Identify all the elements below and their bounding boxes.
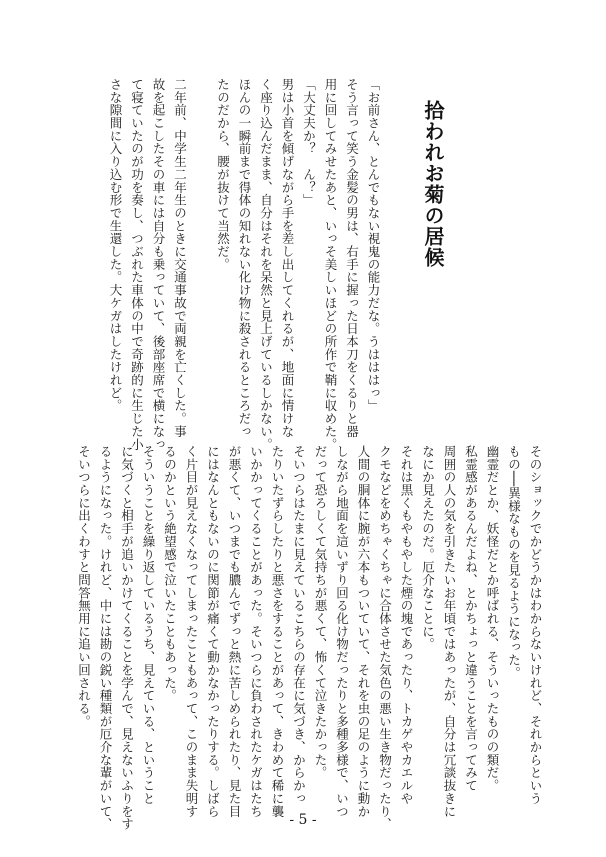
text-line: るようになった。けれど、中には勘の鋭い種類が厄介な輩がいて、 [98, 445, 113, 831]
text-line: 幽霊だとか、妖怪だとか呼ばれる、そういったものの類だ。 [485, 445, 500, 792]
text-line: にはなんともないのに関節が痛くて動かなかったりする。しばら [205, 445, 221, 818]
text-line: て寝ていたのが功を奏し、つぶれた車体の中で奇跡的に生じた小 [129, 78, 145, 451]
chapter-title: 拾われお菊の居候 [421, 100, 445, 268]
text-line: ほんの一瞬前まで得体の知れない化け物に殺されるところだっ [237, 78, 252, 438]
text-line: なにか見えたのだ。厄介なことに。 [420, 445, 436, 651]
text-line: たりいたずらしたりと悪さをすることがあって、きわめて稀に襲 [270, 445, 285, 818]
text-line: それは黒くもやもやした煙の塊であったり、トカゲやカエルや [399, 445, 414, 805]
text-line: クモなどをめちゃくちゃに合体させた気色の悪い生き物だったり、 [377, 445, 393, 831]
text-line: 二年前、中学生二年生のときに交通事故で両親を亡くした。事 [172, 78, 188, 438]
page-number: - 5 - [289, 812, 317, 828]
lower-text-block [73, 445, 546, 831]
text-line: そのショックでかどうかはわからないけれど、それからという [528, 445, 543, 805]
text-line: そいつらはたまに見えているこちらの存在に気づき、からかっ [291, 445, 307, 805]
text-line: く座り込んだまま、自分はそれを呆然と見上げているしかない。 [258, 78, 274, 451]
upper-text-block [105, 78, 385, 451]
text-line: だって恐ろしくて気持ちが悪くて、怖くて泣きたかった。 [313, 445, 328, 780]
text-line: 故を起こしたその車には自分も乗っていて、後部座席で横になっ [151, 78, 166, 451]
text-line: いかかってくることがあった。そいつらに負わされたケガはたち [248, 445, 264, 818]
text-line: に気づくと相手が追いかけてくることを学んで、見えないふりをす [119, 445, 135, 831]
text-line: るのかという絶望感で泣いたこともあった。 [162, 445, 178, 702]
text-line: 「大丈夫か？ ん？」 [301, 78, 317, 207]
text-line: 私霊感があるんだよね、とかちょっと違うことを言ってみて [463, 445, 479, 792]
text-line: もの──異様なものを見るようになった。 [506, 445, 522, 680]
text-line: そういうことを繰り返しているうち、見えている、ということ [141, 445, 156, 805]
text-line [191, 78, 213, 408]
text-line: が悪くて、いつまでも膿んでずっと熱に苦しめられたり、見た目 [227, 445, 242, 818]
text-line: 用に回してみせたあと、いっそ美しいほどの所作で鞘に収めた。 [323, 78, 338, 451]
text-line: 男は小首を傾げながら手を差し出してくれるが、地面に情けな [280, 78, 295, 438]
text-line: 「お前さん、とんでもない視鬼の能力だな。うはははっ」 [366, 78, 381, 413]
text-line: く片目が見えなくなってしまったこともあって、このまま失明す [184, 445, 199, 818]
text-line: そう言って笑う金髪の男は、右手に握った日本刀をくるりと器 [344, 78, 360, 438]
text-line: しながら地面を這いずり回る化け物だったりと多種多様で、いつ [334, 445, 350, 818]
text-line: 人間の胴体に腕が六本もついていて、それを虫の足のように動か [356, 445, 371, 818]
text-line: たのだから、腰が抜けて当然だ。 [215, 78, 231, 271]
text-line: さな隙間に入り込む形で生還した。大ケガはしたけれど。 [108, 78, 123, 413]
text-line: そいつらに出くわすと問答無用に追い回される。 [76, 445, 92, 728]
text-line: 周囲の人の気を引きたいお年頃ではあったが、自分は冗談抜きに [442, 445, 457, 818]
